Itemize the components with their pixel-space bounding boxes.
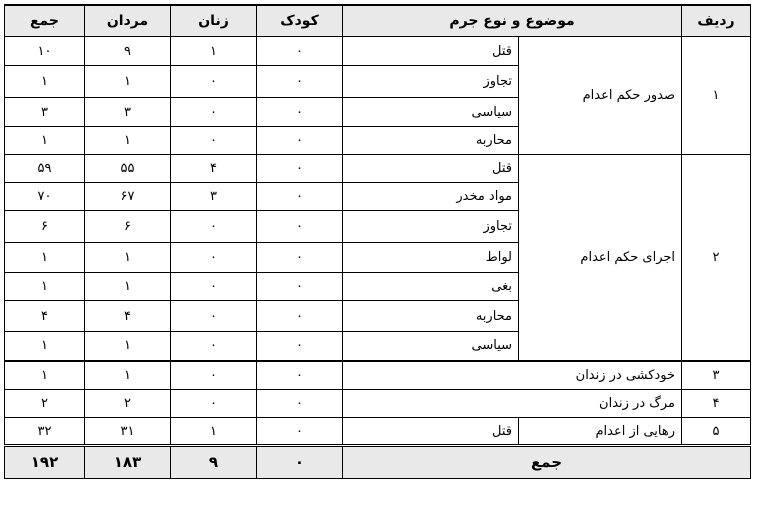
men-count: ۶ (85, 211, 171, 243)
total-count: ۱ (5, 332, 85, 361)
table-row (5, 361, 751, 390)
topic-label: اجرای حکم اعدام (519, 155, 682, 361)
topic-label: خودکشی در زندان (343, 361, 682, 390)
total-count: ۱ (5, 361, 85, 390)
men-count: ۳۱ (85, 418, 171, 446)
women-count: ۴ (171, 155, 257, 183)
men-count: ۴ (85, 301, 171, 332)
women-count: ۳ (171, 183, 257, 211)
children-count: ۰ (257, 301, 343, 332)
women-count: ۱ (171, 37, 257, 66)
children-count: ۰ (257, 211, 343, 243)
row-index: ۱ (682, 37, 751, 155)
total-count: ۷۰ (5, 183, 85, 211)
total-count: ۱ (5, 66, 85, 98)
crime-label: قتل (343, 155, 519, 183)
women-count: ۰ (171, 273, 257, 301)
row-index: ۵ (682, 418, 751, 446)
total-count: ۱۰ (5, 37, 85, 66)
table-row (5, 155, 751, 183)
crime-label: محاربه (343, 301, 519, 332)
row-index: ۳ (682, 361, 751, 390)
children-count: ۰ (257, 98, 343, 127)
total-count: ۴ (5, 301, 85, 332)
totals-women: ۹ (171, 446, 257, 479)
totals-children: ۰ (257, 446, 343, 479)
row-index: ۴ (682, 390, 751, 418)
children-count: ۰ (257, 243, 343, 273)
report-container (4, 4, 750, 498)
execution-statistics-table (4, 4, 751, 479)
crime-label: بغی (343, 273, 519, 301)
total-count: ۵۹ (5, 155, 85, 183)
total-count: ۳۲ (5, 418, 85, 446)
total-count: ۱ (5, 127, 85, 155)
table-row (5, 37, 751, 66)
crime-label: تجاوز (343, 66, 519, 98)
total-count: ۳ (5, 98, 85, 127)
header-topic: موضوع و نوع جرم (343, 5, 682, 37)
men-count: ۱ (85, 243, 171, 273)
row-index: ۲ (682, 155, 751, 361)
header-women: زنان (171, 5, 257, 37)
table-row (5, 390, 751, 418)
men-count: ۱ (85, 332, 171, 361)
men-count: ۶۷ (85, 183, 171, 211)
children-count: ۰ (257, 155, 343, 183)
children-count: ۰ (257, 273, 343, 301)
table-row (5, 418, 751, 446)
women-count: ۰ (171, 211, 257, 243)
header-radif: ردیف (682, 5, 751, 37)
topic-label: مرگ در زندان (343, 390, 682, 418)
totals-label: جمع (343, 446, 751, 479)
total-count: ۲ (5, 390, 85, 418)
women-count: ۰ (171, 332, 257, 361)
children-count: ۰ (257, 390, 343, 418)
women-count: ۰ (171, 127, 257, 155)
crime-label: قتل (343, 418, 519, 446)
children-count: ۰ (257, 332, 343, 361)
women-count: ۰ (171, 361, 257, 390)
total-count: ۱ (5, 273, 85, 301)
crime-label: قتل (343, 37, 519, 66)
topic-label: رهایی از اعدام (519, 418, 682, 446)
children-count: ۰ (257, 361, 343, 390)
children-count: ۰ (257, 66, 343, 98)
total-count: ۶ (5, 211, 85, 243)
men-count: ۲ (85, 390, 171, 418)
total-count: ۱ (5, 243, 85, 273)
children-count: ۰ (257, 418, 343, 446)
men-count: ۱ (85, 273, 171, 301)
header-total: جمع (5, 5, 85, 37)
header-men: مردان (85, 5, 171, 37)
totals-row (5, 446, 751, 479)
crime-label: سیاسی (343, 98, 519, 127)
crime-label: تجاوز (343, 211, 519, 243)
crime-label: محاربه (343, 127, 519, 155)
women-count: ۰ (171, 243, 257, 273)
crime-label: سیاسی (343, 332, 519, 361)
men-count: ۱ (85, 127, 171, 155)
children-count: ۰ (257, 37, 343, 66)
women-count: ۰ (171, 301, 257, 332)
men-count: ۱ (85, 361, 171, 390)
children-count: ۰ (257, 127, 343, 155)
children-count: ۰ (257, 183, 343, 211)
header-children: کودک (257, 5, 343, 37)
men-count: ۱ (85, 66, 171, 98)
men-count: ۹ (85, 37, 171, 66)
topic-label: صدور حکم اعدام (519, 37, 682, 155)
crime-label: لواط (343, 243, 519, 273)
crime-label: مواد مخدر (343, 183, 519, 211)
women-count: ۰ (171, 390, 257, 418)
women-count: ۱ (171, 418, 257, 446)
men-count: ۳ (85, 98, 171, 127)
header-row (5, 5, 751, 37)
women-count: ۰ (171, 66, 257, 98)
men-count: ۵۵ (85, 155, 171, 183)
women-count: ۰ (171, 98, 257, 127)
totals-total: ۱۹۲ (5, 446, 85, 479)
totals-men: ۱۸۳ (85, 446, 171, 479)
